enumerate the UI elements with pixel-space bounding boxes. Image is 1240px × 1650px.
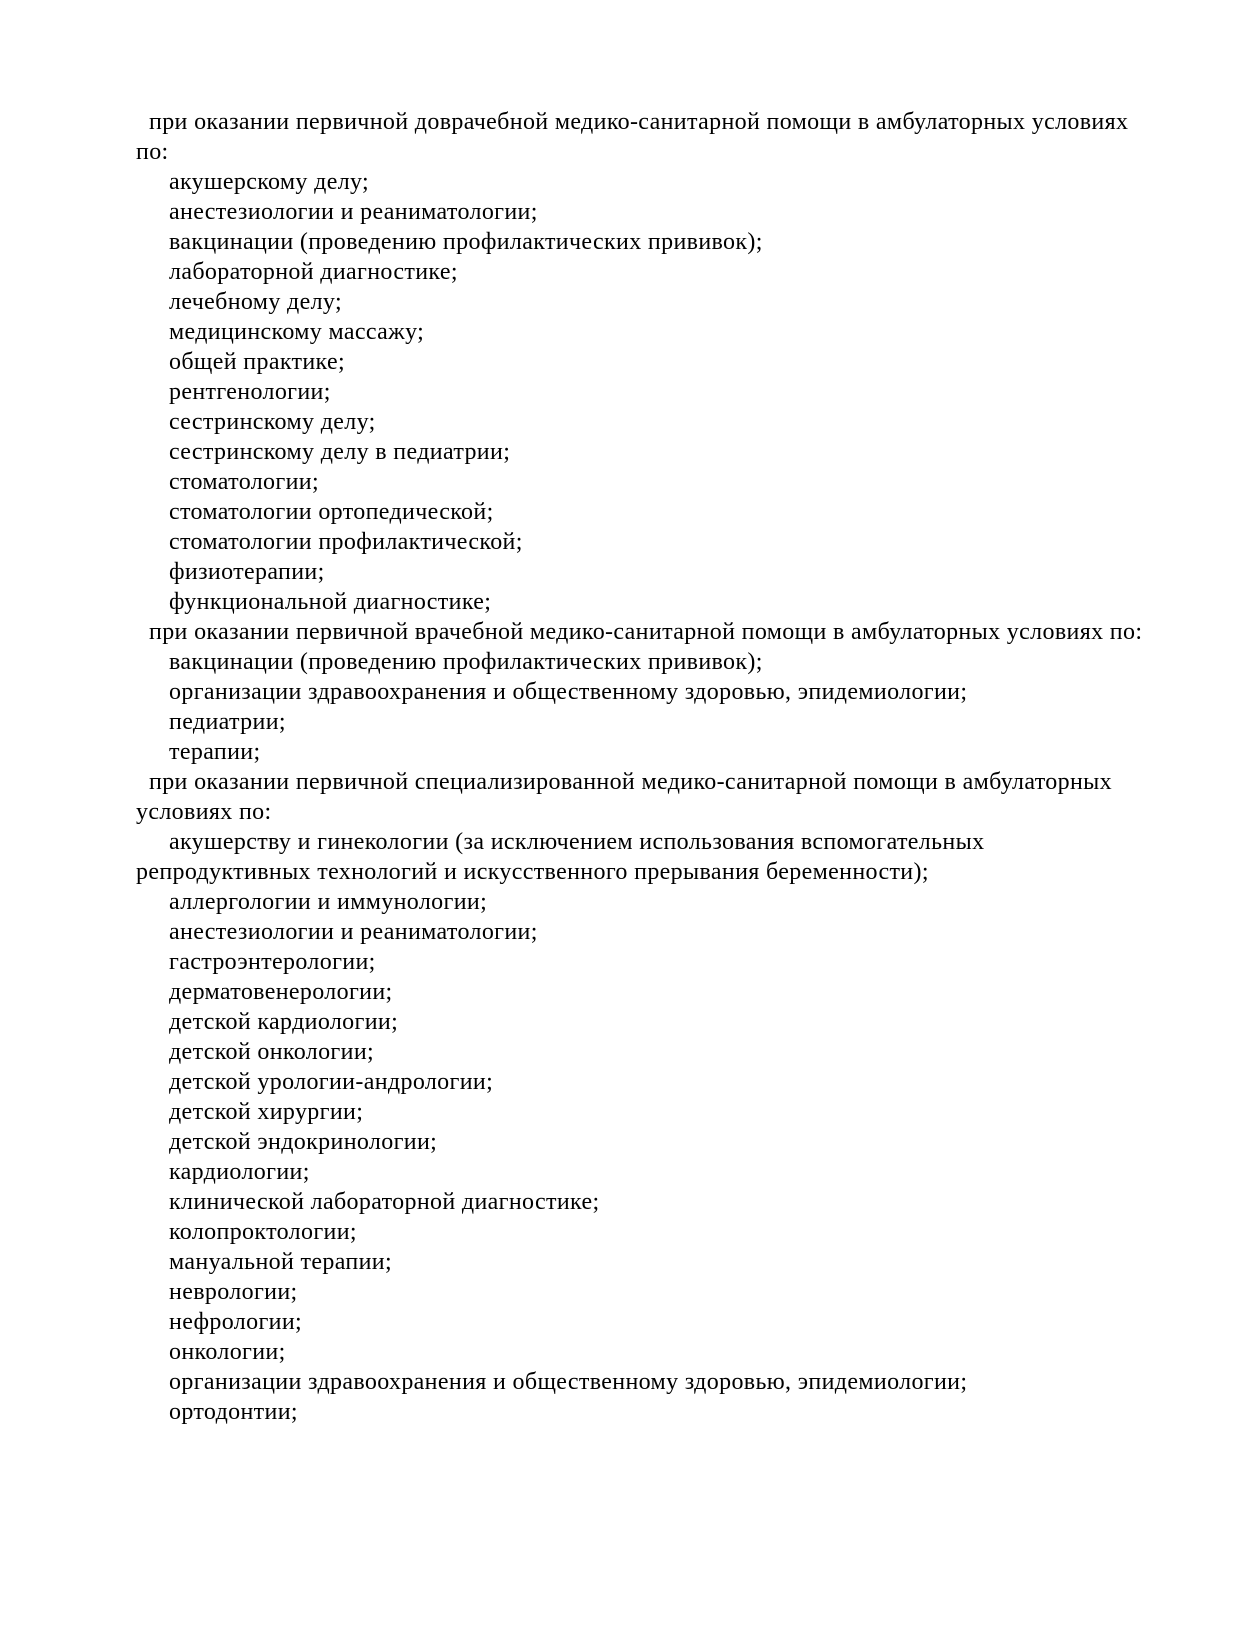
service-item: детской онкологии; [169,1039,375,1065]
service-item: организации здравоохранения и общественному здоровью, эпидемиологии; [169,679,968,705]
service-item: лечебному делу; [169,289,342,315]
license-services-list [136,107,1163,1427]
service-item: организации здравоохранения и общественному здоровью, эпидемиологии; [169,1369,968,1395]
service-item: кардиологии; [169,1159,310,1185]
service-item: анестезиологии и реаниматологии; [169,199,538,225]
section-header: при оказании первичной специализированной медико-санитарной помощи в амбулаторных условиях по: [136,769,1113,825]
service-section [136,107,1163,617]
service-item: онкологии; [169,1339,286,1365]
service-item: общей практике; [169,349,345,375]
service-item: гастроэнтерологии; [169,949,376,975]
service-item: сестринскому делу; [169,409,376,435]
service-item: стоматологии ортопедической; [169,499,494,525]
service-section [136,617,1163,767]
service-item: нефрологии; [169,1309,303,1335]
service-item: стоматологии; [169,469,320,495]
service-item: вакцинации (проведению профилактических прививок); [169,229,763,255]
section-header: при оказании первичной доврачебной медико-санитарной помощи в амбулаторных условиях по: [136,109,1129,165]
service-section [136,767,1163,1427]
service-item: физиотерапии; [169,559,325,585]
service-item: функциональной диагностике; [169,589,492,615]
service-item: сестринскому делу в педиатрии; [169,439,511,465]
service-item: детской кардиологии; [169,1009,399,1035]
service-item: неврологии; [169,1279,298,1305]
section-header: при оказании первичной врачебной медико-санитарной помощи в амбулаторных условиях по: [149,619,1143,645]
service-item: стоматологии профилактической; [169,529,523,555]
service-item: ортодонтии; [169,1399,298,1425]
service-item: вакцинации (проведению профилактических прививок); [169,649,763,675]
service-item: акушерскому делу; [169,169,370,195]
service-item: медицинскому массажу; [169,319,425,345]
service-item: рентгенологии; [169,379,331,405]
service-item: лабораторной диагностике; [169,259,458,285]
service-item: акушерству и гинекологии (за исключением использования вспомогательных репродуктивных технологий и искусственного прерывания беременности); [136,829,985,885]
service-item: детской эндокринологии; [169,1129,438,1155]
service-item: анестезиологии и реаниматологии; [169,919,538,945]
service-item: мануальной терапии; [169,1249,393,1275]
service-item: детской хирургии; [169,1099,364,1125]
service-item: детской урологии-андрологии; [169,1069,494,1095]
service-item: педиатрии; [169,709,286,735]
service-item: терапии; [169,739,261,765]
service-item: колопроктологии; [169,1219,357,1245]
service-item: дерматовенерологии; [169,979,393,1005]
service-item: клинической лабораторной диагностике; [169,1189,600,1215]
service-item: аллергологии и иммунологии; [169,889,488,915]
